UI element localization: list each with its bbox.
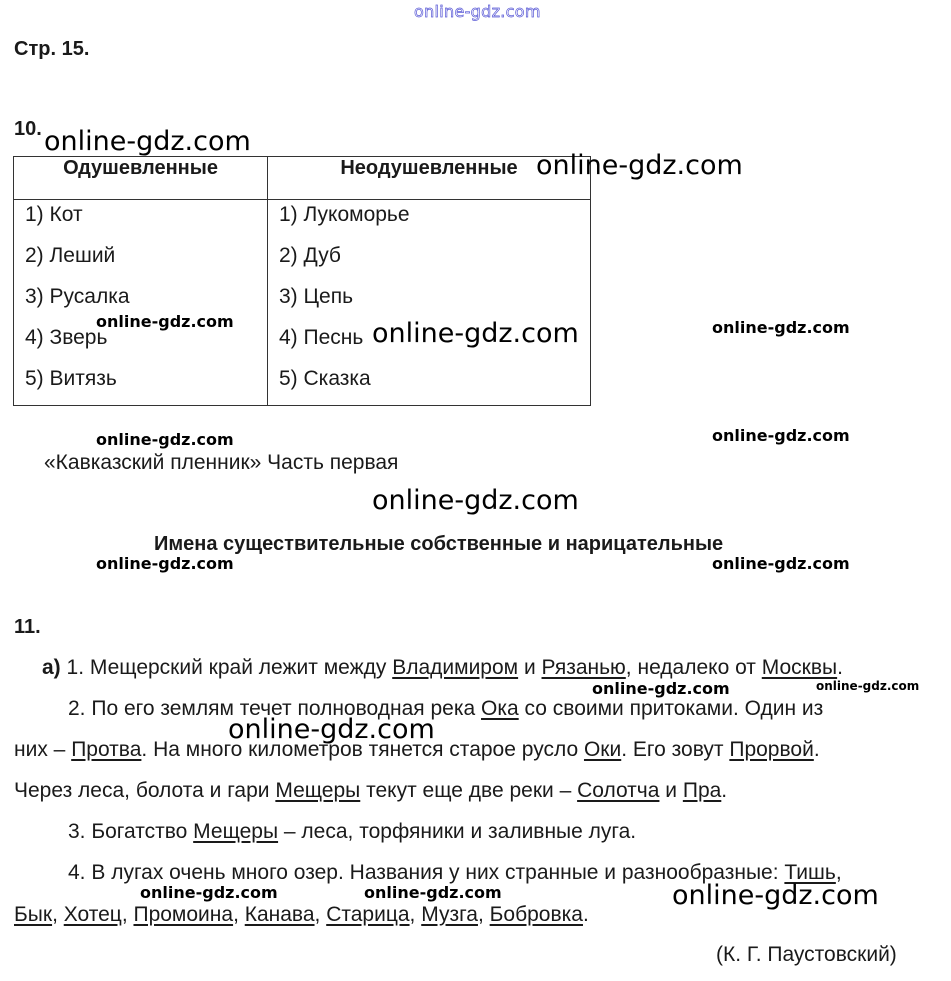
line-text: 3. Богатство [68,820,194,843]
watermark: online-gdz.com [592,679,730,698]
proper-noun: Старица [326,903,410,926]
line-text: , [835,861,842,884]
line-text: текут еще две реки – [360,779,578,802]
table-header-row [14,157,591,200]
section-heading: Имена существительные собственные и нарицательные [154,533,724,555]
proper-noun: Оки [583,738,622,761]
author: (К. Г. Паустовский) [716,943,897,966]
watermark: online-gdz.com [372,485,579,516]
proper-noun: Прорвой [729,738,814,761]
watermark: online-gdz.com [140,883,278,902]
line-text: , [314,903,327,926]
watermark: online-gdz.com [364,883,502,902]
line-text: – леса, торфяники и заливные луга. [278,820,637,843]
line-text: , [477,903,490,926]
list-item: 2) Дуб [279,244,341,267]
line-text: . [813,738,820,761]
line-text: и [659,779,683,802]
proper-noun: Мещеры [275,779,361,802]
proper-noun: Солотча [577,779,660,802]
proper-noun: Промоина [133,903,234,926]
text-line-7 [14,903,589,927]
table-body-row [14,200,591,406]
line-text: . [721,779,728,802]
list-item: 3) Русалка [25,285,130,308]
line-text: 1. Мещерский край лежит между [60,656,393,679]
header-animate: Одушевленные [14,157,268,200]
text-line-4 [14,779,727,803]
proper-noun: Бык [14,903,53,926]
page-label: Стр. 15. [14,38,90,60]
proper-noun: Ока [481,697,519,720]
exercise-10-number: 10. [14,118,42,140]
list-item: 1) Лукоморье [279,203,410,226]
line-text: , [121,903,134,926]
list-item: 3) Цепь [279,285,354,308]
proper-noun: Мещеры [193,820,279,843]
line-text: , [233,903,245,926]
list-item: 1) Кот [25,203,83,226]
list-item: 5) Сказка [279,367,371,390]
proper-noun: Протва [71,738,142,761]
proper-noun: Москвы [761,656,838,679]
part-label: а) [42,656,61,679]
nouns-table [13,156,591,406]
list-item: 4) Зверь [25,326,108,349]
text-line-1 [42,656,843,680]
watermark: online-gdz.com [672,880,879,911]
line-text: . [837,656,843,679]
line-text: , [52,903,64,926]
watermark: online-gdz.com [712,554,850,573]
text-line-2 [68,697,823,721]
header-inanimate: Неодушевленные [268,157,591,200]
proper-noun: Хотец [63,903,122,926]
watermark: online-gdz.com [96,430,234,449]
list-item: 5) Витязь [25,367,117,390]
line-text: 4. В лугах очень много озер. Названия у них странные и разнообразные: [68,861,785,884]
proper-noun: Музга [421,903,478,926]
watermark-top: online-gdz.com [414,2,541,21]
line-text: них – [14,738,72,761]
proper-noun: Тишь [784,861,836,884]
text-line-5 [68,820,636,844]
watermark: online-gdz.com [228,714,435,745]
source-title: «Кавказский пленник» Часть первая [44,451,399,474]
line-text: . Его зовут [621,738,730,761]
watermark: online-gdz.com [712,426,850,445]
inanimate-list [268,200,591,406]
line-text: Через леса, болота и гари [14,779,276,802]
watermark: online-gdz.com [816,679,920,693]
line-text: , недалеко от [625,656,762,679]
animate-list [14,200,268,406]
watermark: online-gdz.com [372,318,579,349]
watermark: online-gdz.com [536,150,743,181]
watermark: online-gdz.com [712,318,850,337]
list-item: 4) Песнь [279,326,364,349]
proper-noun: Рязанью [541,656,626,679]
watermark: online-gdz.com [96,554,234,573]
line-text: , [409,903,422,926]
proper-noun: Пра [682,779,722,802]
line-text: . [582,903,589,926]
proper-noun: Владимиром [392,656,519,679]
proper-noun: Канава [244,903,315,926]
line-text: . На много километров тянется старое русло [141,738,584,761]
proper-noun: Бобровка [489,903,583,926]
line-text: и [518,656,542,679]
watermark: online-gdz.com [96,312,234,331]
line-text: 2. По его землям течет полноводная река [68,697,482,720]
exercise-11-number: 11. [14,616,41,638]
list-item: 2) Леший [25,244,116,267]
line-text: со своими притоками. Один из [518,697,824,720]
watermark: online-gdz.com [44,126,251,157]
